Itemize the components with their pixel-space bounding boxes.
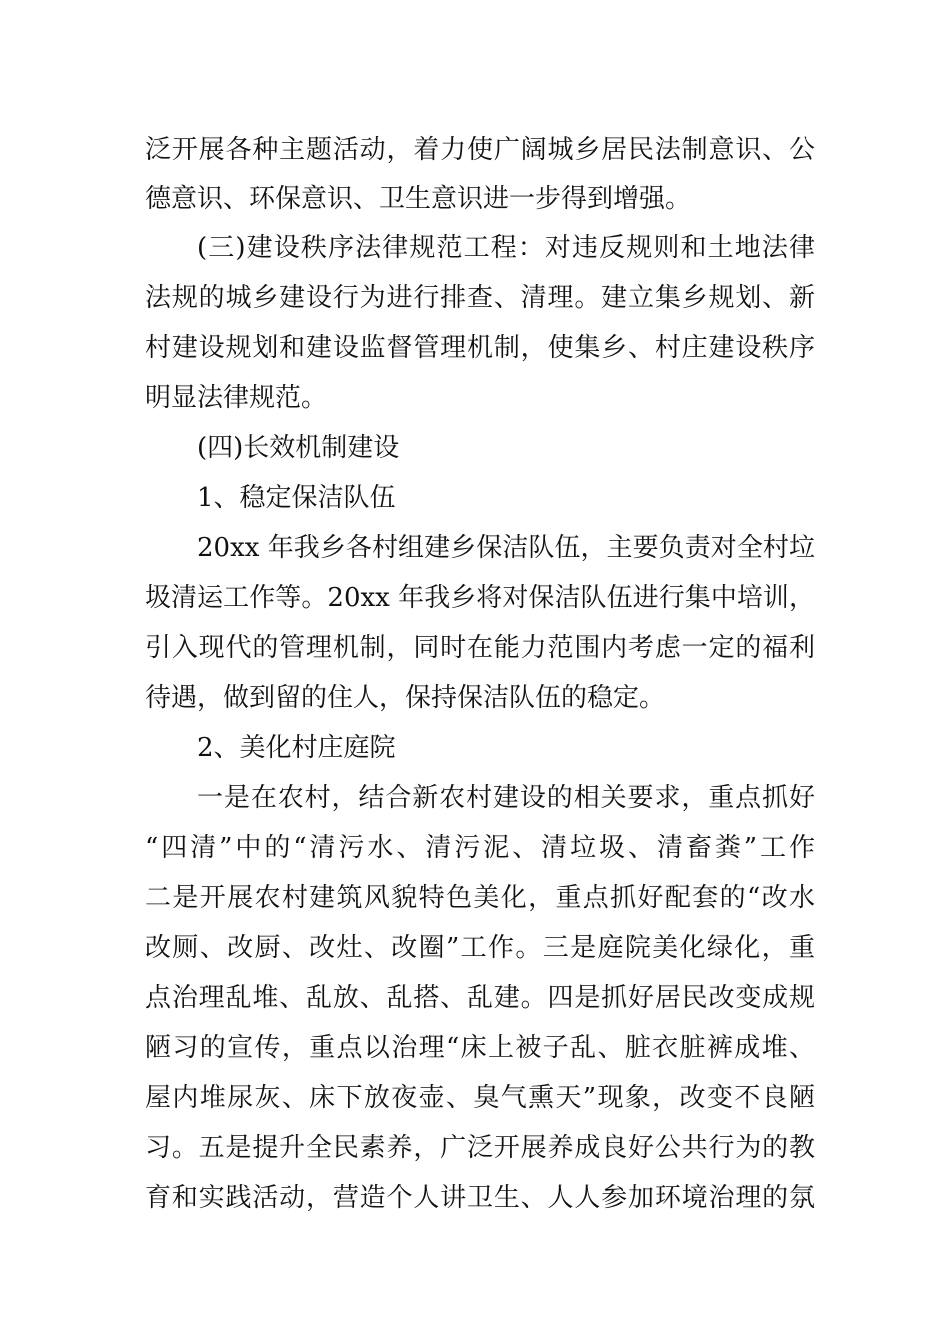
text-line: 泛开展各种主题活动，着力使广阔城乡居民法制意识、公 — [145, 135, 815, 165]
text-line: 法规的城乡建设行为进行排查、清理。建立集乡规划、新 — [145, 283, 815, 313]
text-line: 德意识、环保意识、卫生意识进一步得到增强。 — [145, 184, 692, 214]
text-line: 改厕、改厨、改灶、改圈”工作。三是庭院美化绿化，重 — [145, 933, 815, 963]
text-line: 20xx 年我乡各村组建乡保洁队伍，主要负责对全村垃 — [197, 533, 815, 563]
text-line: 二是开展农村建筑风貌特色美化，重点抓好配套的“改水 — [145, 883, 815, 913]
text-line: “四清”中的“清污水、清污泥、清垃圾、清畜粪”工作 — [145, 833, 815, 863]
subsection-heading: 1、稳定保洁队伍 — [197, 483, 396, 513]
text-line: 明显法律规范。 — [145, 383, 328, 413]
text-line: 习。五是提升全民素养，广泛开展养成良好公共行为的教 — [145, 1133, 815, 1163]
text-line: 待遇，做到留的住人，保持保洁队伍的稳定。 — [145, 683, 666, 713]
text-line: 陋习的宣传，重点以治理“床上被子乱、脏衣脏裤成堆、 — [145, 1033, 815, 1063]
text-line: 一是在农村，结合新农村建设的相关要求，重点抓好 — [197, 783, 815, 813]
text-line: 育和实践活动，营造个人讲卫生、人人参加环境治理的氛 — [145, 1183, 815, 1213]
section-heading: (四)长效机制建设 — [197, 433, 400, 463]
text-line: (三)建设秩序法律规范工程：对违反规则和土地法律 — [197, 233, 815, 263]
text-line: 屋内堆尿灰、床下放夜壶、臭气熏天”现象，改变不良陋 — [145, 1083, 815, 1113]
text-line: 引入现代的管理机制，同时在能力范围内考虑一定的福利 — [145, 633, 815, 663]
text-line: 村建设规划和建设监督管理机制，使集乡、村庄建设秩序 — [145, 333, 815, 363]
text-line: 点治理乱堆、乱放、乱搭、乱建。四是抓好居民改变成规 — [145, 983, 815, 1013]
text-line: 圾清运工作等。20xx 年我乡将对保洁队伍进行集中培训， — [145, 583, 815, 613]
subsection-heading: 2、美化村庄庭院 — [197, 733, 396, 763]
